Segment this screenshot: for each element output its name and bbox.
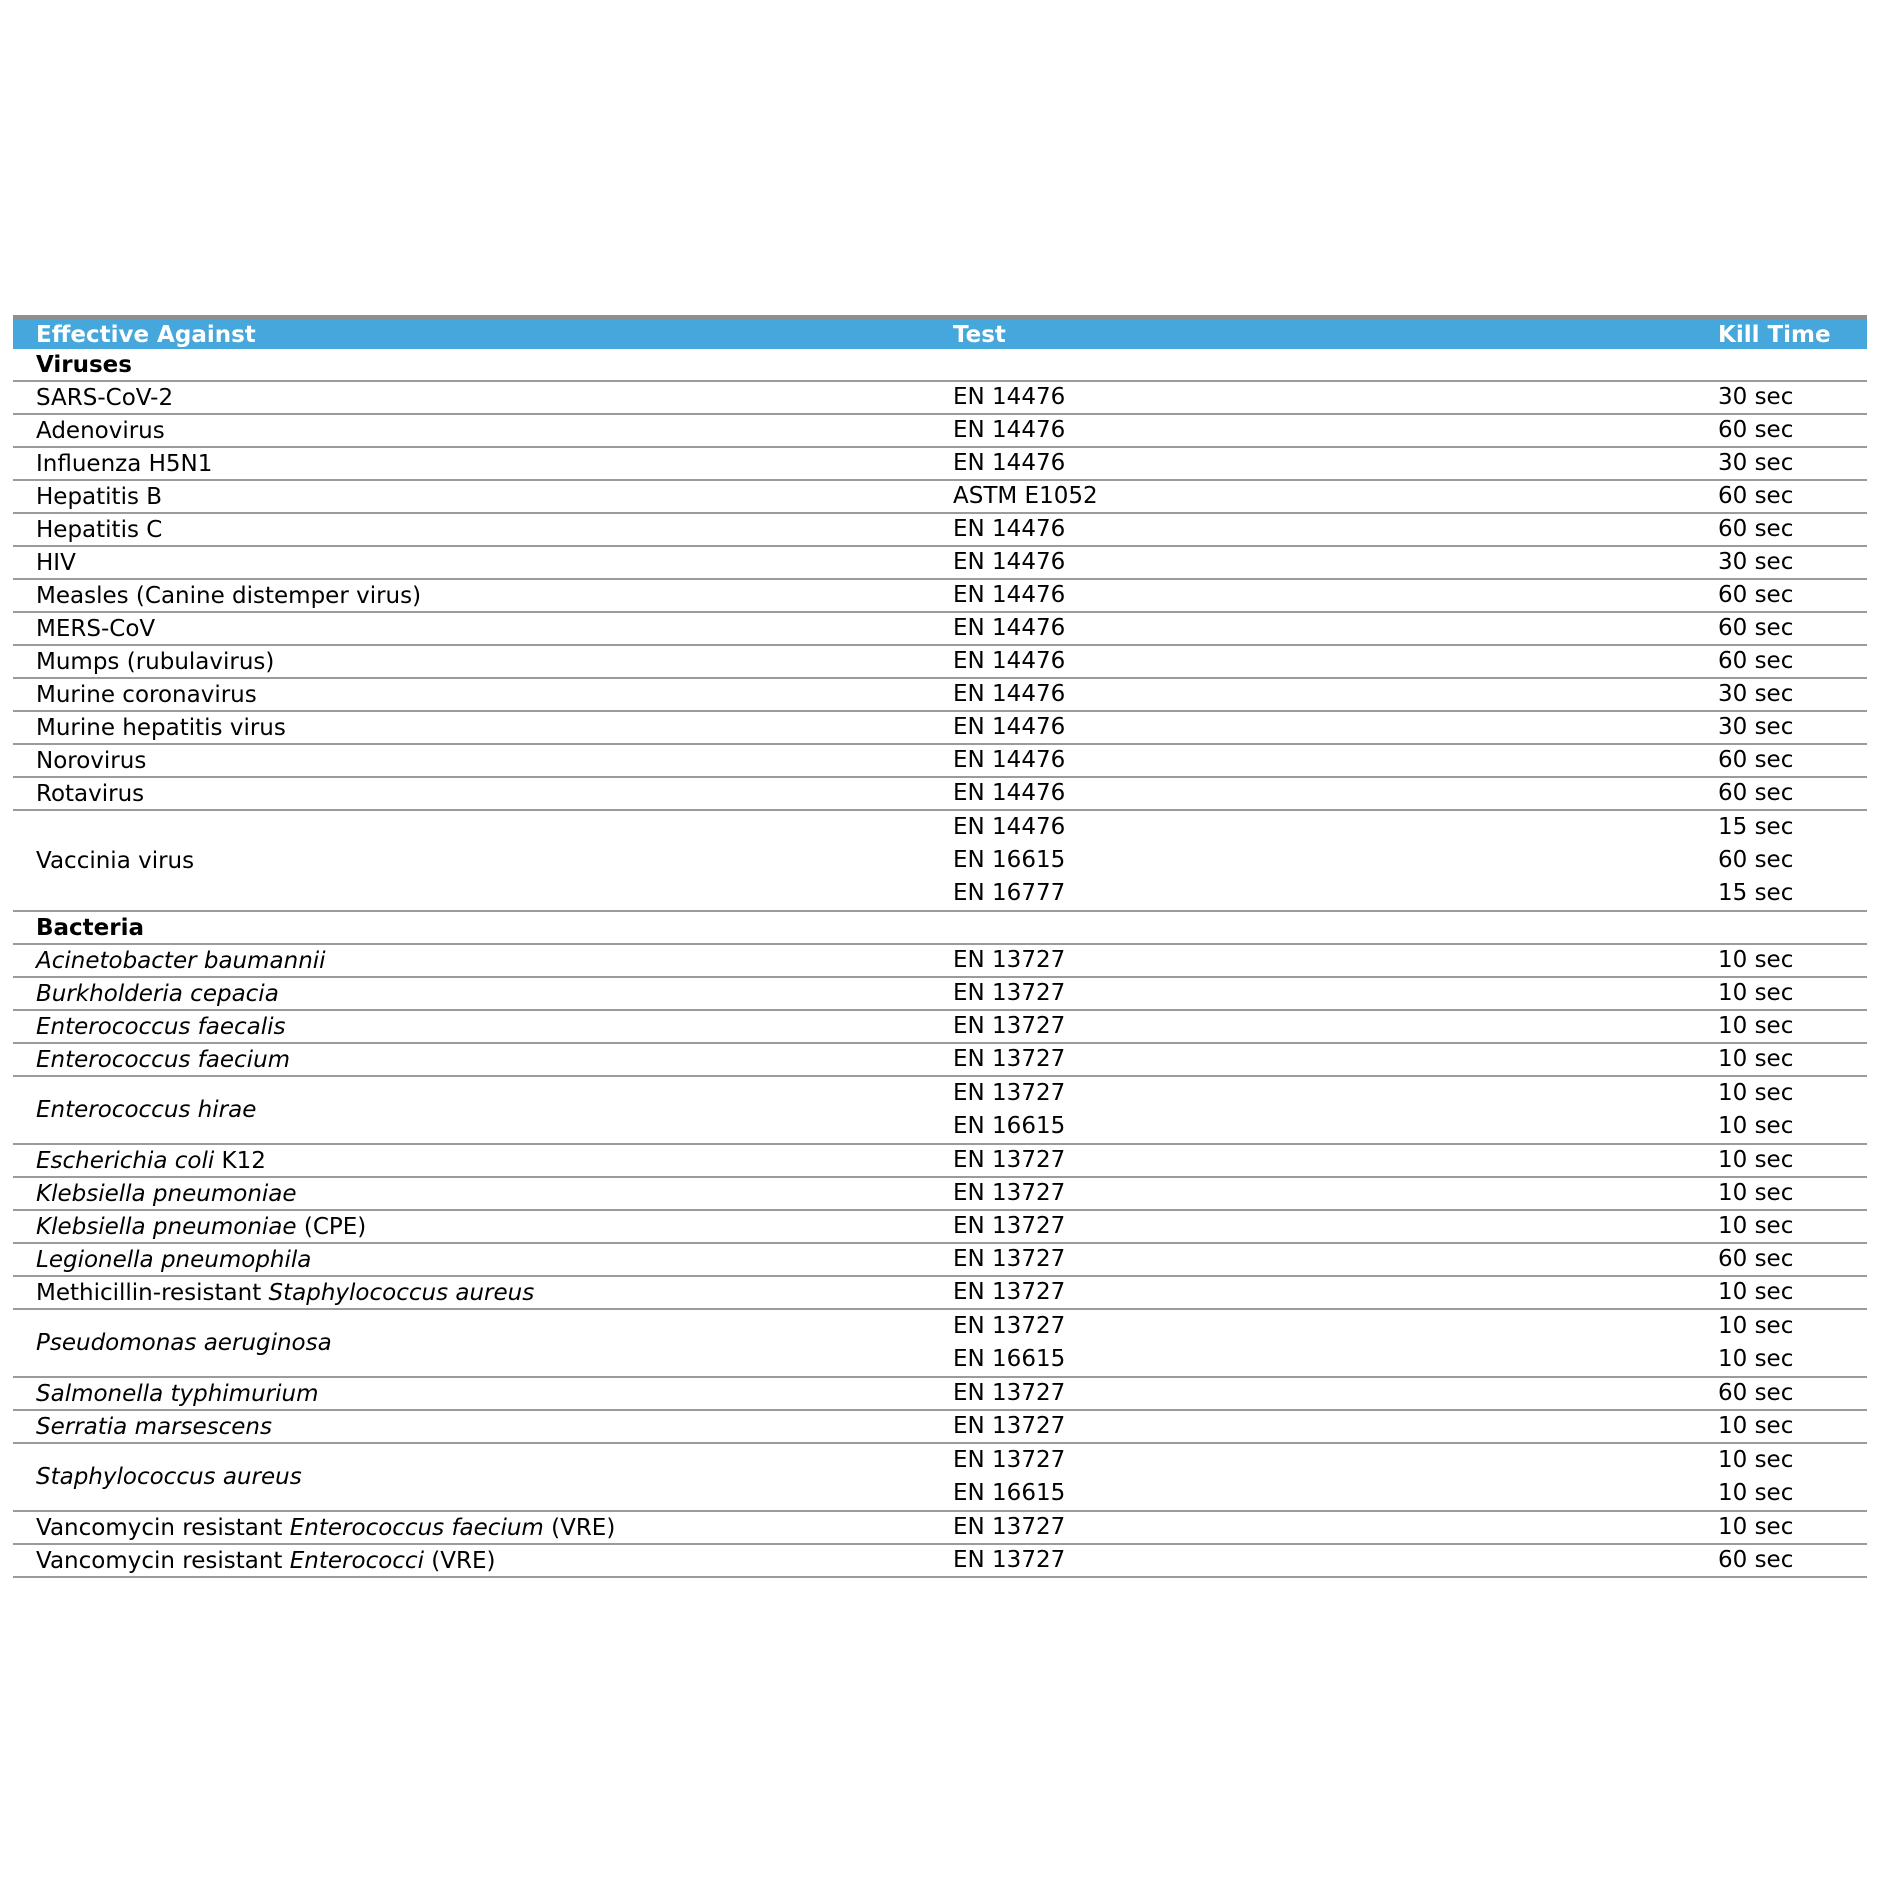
organism-name-italic: Enterococcus faecium [36,1046,291,1073]
test-value: EN 16615 [953,1346,1066,1372]
organism-cell [13,645,953,678]
organism-cell [13,1144,953,1177]
table-row [13,1210,1867,1243]
organism-name-italic: Enterococci [289,1547,424,1574]
organism-cell [13,1511,953,1544]
organism-name: MERS-CoV [36,615,156,642]
test-cell [953,678,1718,711]
test-value: EN 14476 [953,714,1066,740]
organism-name: Measles (Canine distemper virus) [36,582,422,609]
kill-time-value: 30 sec [1718,714,1794,740]
organism-name: Vancomycin resistant [36,1514,290,1541]
table-row [13,480,1867,513]
kill-time-cell [1718,1309,1867,1377]
kill-time-cell [1718,645,1867,678]
kill-time-cell [1718,480,1867,513]
test-cell [953,513,1718,546]
test-cell [953,381,1718,414]
kill-time-value: 60 sec [1718,780,1794,806]
organism-cell [13,612,953,645]
test-value: EN 13727 [953,1180,1066,1206]
kill-time-value: 30 sec [1718,549,1794,575]
table-header-row [13,318,1867,350]
kill-time-value: 30 sec [1718,681,1794,707]
kill-time-value: 60 sec [1718,1547,1794,1573]
test-value: EN 13727 [953,1080,1066,1106]
test-value: EN 13727 [953,1514,1066,1540]
kill-time-cell [1718,579,1867,612]
test-cell [953,711,1718,744]
organism-name: Mumps (rubulavirus) [36,648,275,675]
kill-time-value: 10 sec [1718,980,1794,1006]
kill-time-cell [1718,1243,1867,1276]
table-row [13,579,1867,612]
test-value: EN 13727 [953,1380,1066,1406]
kill-time-cell [1718,678,1867,711]
kill-time-value: 60 sec [1718,648,1794,674]
kill-time-value: 10 sec [1718,1147,1794,1173]
test-value: EN 14476 [953,549,1066,575]
test-cell [953,1309,1718,1377]
table-row [13,1144,1867,1177]
organism-name-italic: Enterococcus faecium [289,1514,544,1541]
table-row [13,977,1867,1010]
test-cell [953,1010,1718,1043]
test-cell [953,414,1718,447]
test-value: EN 13727 [953,1246,1066,1272]
kill-time-value: 10 sec [1718,1413,1794,1439]
kill-time-value: 10 sec [1718,1313,1794,1339]
organism-name: Hepatitis B [36,483,163,510]
kill-time-value: 10 sec [1718,1013,1794,1039]
organism-name-italic: Serratia marsescens [36,1413,272,1440]
test-cell [953,1276,1718,1309]
test-value: EN 13727 [953,1213,1066,1239]
kill-time-cell [1718,546,1867,579]
test-value: EN 14476 [953,516,1066,542]
kill-time-cell [1718,1544,1867,1577]
organism-name: Murine hepatitis virus [36,714,286,741]
kill-time-cell [1718,1043,1867,1076]
kill-time-value: 60 sec [1718,483,1794,509]
table-row [13,1410,1867,1443]
organism-name: Methicillin-resistant [36,1279,269,1306]
organism-cell [13,1243,953,1276]
organism-cell [13,1443,953,1511]
table-row [13,744,1867,777]
kill-time-cell [1718,513,1867,546]
test-value: EN 14476 [953,384,1066,410]
organism-name: Influenza H5N1 [36,450,213,477]
test-value: EN 13727 [953,1046,1066,1072]
kill-time-value: 10 sec [1718,947,1794,973]
test-value: EN 14476 [953,648,1066,674]
section-header-row [13,349,1867,381]
test-value: EN 13727 [953,1447,1066,1473]
test-cell [953,612,1718,645]
test-cell [953,447,1718,480]
test-cell [953,1443,1718,1511]
test-cell [953,1243,1718,1276]
test-cell [953,1410,1718,1443]
test-value: EN 16615 [953,1113,1066,1139]
kill-time-cell [1718,1076,1867,1144]
test-value: EN 13727 [953,1547,1066,1573]
kill-time-value: 10 sec [1718,1180,1794,1206]
test-cell [953,1177,1718,1210]
organism-name: Adenovirus [36,417,165,444]
kill-time-value: 60 sec [1718,847,1794,873]
table-row [13,1177,1867,1210]
organism-name-italic: Pseudomonas aeruginosa [36,1330,332,1356]
table-row [13,1309,1867,1377]
kill-time-value: 60 sec [1718,516,1794,542]
test-value: EN 14476 [953,450,1066,476]
organism-cell [13,1410,953,1443]
table-row [13,1544,1867,1577]
test-cell [953,1511,1718,1544]
efficacy-table [13,315,1867,1578]
organism-name: SARS-CoV-2 [36,384,174,411]
section-label: Bacteria [13,911,1867,944]
kill-time-cell [1718,777,1867,810]
test-value: ASTM E1052 [953,483,1098,509]
test-value: EN 13727 [953,947,1066,973]
kill-time-value: 10 sec [1718,1346,1794,1372]
table-row [13,612,1867,645]
test-value: EN 14476 [953,780,1066,806]
organism-cell [13,1276,953,1309]
kill-time-cell [1718,1511,1867,1544]
organism-name-italic: Legionella pneumophila [36,1246,312,1273]
organism-cell [13,1377,953,1410]
test-value: EN 14476 [953,417,1066,443]
test-cell [953,810,1718,911]
test-value: EN 16777 [953,880,1066,906]
test-cell [953,1144,1718,1177]
table-row [13,944,1867,977]
table-row [13,447,1867,480]
kill-time-value: 10 sec [1718,1113,1794,1139]
test-cell [953,1377,1718,1410]
organism-name: (VRE) [543,1514,616,1541]
organism-cell [13,546,953,579]
organism-cell [13,1043,953,1076]
organism-cell [13,1010,953,1043]
test-value: EN 14476 [953,814,1066,840]
organism-name-italic: Salmonella typhimurium [36,1380,319,1407]
organism-name-italic: Acinetobacter baumannii [36,947,326,974]
kill-time-cell [1718,810,1867,911]
test-cell [953,480,1718,513]
organism-name-italic: Enterococcus faecalis [36,1013,286,1040]
kill-time-cell [1718,1443,1867,1511]
table-row [13,1043,1867,1076]
test-value: EN 13727 [953,980,1066,1006]
table-row [13,810,1867,911]
test-value: EN 14476 [953,582,1066,608]
kill-time-value: 60 sec [1718,747,1794,773]
kill-time-cell [1718,944,1867,977]
organism-cell [13,711,953,744]
kill-time-cell [1718,977,1867,1010]
kill-time-cell [1718,1177,1867,1210]
organism-cell [13,579,953,612]
table-row [13,645,1867,678]
test-cell [953,1076,1718,1144]
organism-name-italic: Enterococcus hirae [36,1097,257,1123]
organism-cell [13,480,953,513]
organism-name-italic: Staphylococcus aureus [268,1279,535,1306]
organism-cell [13,1210,953,1243]
kill-time-cell [1718,414,1867,447]
kill-time-value: 30 sec [1718,384,1794,410]
test-cell [953,546,1718,579]
organism-name: (VRE) [423,1547,496,1574]
kill-time-value: 60 sec [1718,582,1794,608]
test-value: EN 14476 [953,681,1066,707]
organism-name: Vancomycin resistant [36,1547,290,1574]
section-label: Viruses [13,349,1867,381]
kill-time-value: 15 sec [1718,814,1794,840]
test-value: EN 13727 [953,1279,1066,1305]
column-header-test: Test [953,318,1718,350]
table-body [13,349,1867,1577]
organism-name: (CPE) [296,1213,367,1240]
kill-time-value: 10 sec [1718,1080,1794,1106]
test-value: EN 16615 [953,847,1066,873]
organism-cell [13,1544,953,1577]
organism-cell [13,977,953,1010]
organism-cell [13,381,953,414]
test-cell [953,777,1718,810]
table-row [13,1377,1867,1410]
test-cell [953,977,1718,1010]
organism-name-italic: Staphylococcus aureus [36,1464,302,1490]
table-row [13,381,1867,414]
organism-cell [13,744,953,777]
organism-cell [13,944,953,977]
test-value: EN 16615 [953,1480,1066,1506]
kill-time-value: 10 sec [1718,1514,1794,1540]
test-cell [953,944,1718,977]
organism-cell [13,777,953,810]
organism-name-italic: Burkholderia cepacia [36,980,279,1007]
table-row [13,513,1867,546]
kill-time-cell [1718,1010,1867,1043]
organism-cell [13,414,953,447]
test-cell [953,1544,1718,1577]
table-row [13,1511,1867,1544]
organism-name-italic: Escherichia coli [36,1147,215,1174]
test-value: EN 13727 [953,1147,1066,1173]
column-header-kill-time: Kill Time [1718,318,1867,350]
test-value: EN 13727 [953,1013,1066,1039]
kill-time-value: 10 sec [1718,1213,1794,1239]
test-cell [953,1043,1718,1076]
section-header-row [13,911,1867,944]
kill-time-cell [1718,612,1867,645]
table-row [13,678,1867,711]
organism-name-italic: Klebsiella pneumoniae [36,1180,297,1207]
test-value: EN 14476 [953,615,1066,641]
table-row [13,711,1867,744]
test-cell [953,579,1718,612]
column-header-effective-against: Effective Against [13,318,953,350]
organism-name: HIV [36,549,76,576]
kill-time-cell [1718,1410,1867,1443]
kill-time-value: 10 sec [1718,1447,1794,1473]
test-cell [953,1210,1718,1243]
organism-name: Norovirus [36,747,147,774]
table-row [13,1243,1867,1276]
kill-time-value: 15 sec [1718,880,1794,906]
organism-name: Murine coronavirus [36,681,257,708]
test-cell [953,744,1718,777]
kill-time-cell [1718,381,1867,414]
kill-time-value: 60 sec [1718,417,1794,443]
organism-name: Hepatitis C [36,516,163,543]
kill-time-value: 10 sec [1718,1279,1794,1305]
organism-cell [13,447,953,480]
test-value: EN 14476 [953,747,1066,773]
kill-time-value: 60 sec [1718,1380,1794,1406]
table-row [13,414,1867,447]
kill-time-value: 60 sec [1718,615,1794,641]
table-row [13,546,1867,579]
kill-time-cell [1718,1210,1867,1243]
table-row [13,1010,1867,1043]
organism-cell [13,810,953,911]
kill-time-cell [1718,744,1867,777]
organism-name: K12 [214,1147,266,1174]
kill-time-value: 30 sec [1718,450,1794,476]
kill-time-value: 60 sec [1718,1246,1794,1272]
test-value: EN 13727 [953,1413,1066,1439]
kill-time-cell [1718,1276,1867,1309]
kill-time-value: 10 sec [1718,1480,1794,1506]
kill-time-cell [1718,1144,1867,1177]
kill-time-cell [1718,711,1867,744]
kill-time-cell [1718,447,1867,480]
table-row [13,777,1867,810]
kill-time-value: 10 sec [1718,1046,1794,1072]
organism-cell [13,513,953,546]
organism-cell [13,1177,953,1210]
organism-name: Vaccinia virus [36,847,195,874]
organism-name-italic: Klebsiella pneumoniae [36,1213,297,1240]
test-cell [953,645,1718,678]
kill-time-cell [1718,1377,1867,1410]
organism-cell [13,1076,953,1144]
table-row [13,1443,1867,1511]
test-value: EN 13727 [953,1313,1066,1339]
table-row [13,1076,1867,1144]
organism-cell [13,1309,953,1377]
organism-name: Rotavirus [36,780,145,807]
table-row [13,1276,1867,1309]
organism-cell [13,678,953,711]
